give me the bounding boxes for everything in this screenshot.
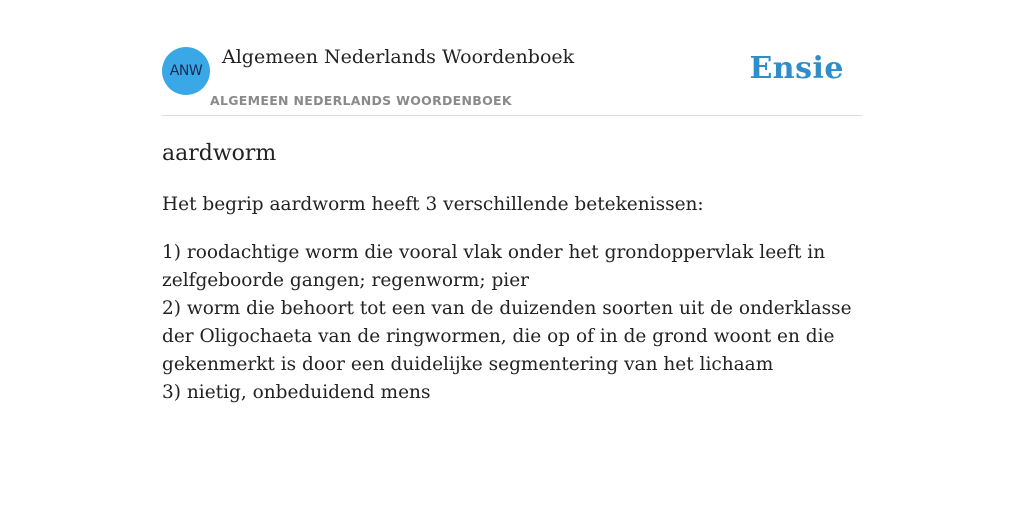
meaning-list bbox=[162, 239, 862, 407]
dictionary-title[interactable]: Algemeen Nederlands Woordenboek bbox=[222, 46, 575, 68]
entry-intro: Het begrip aardworm heeft 3 verschillende betekenissen: bbox=[162, 194, 704, 215]
dictionary-subtitle: ALGEMEEN NEDERLANDS WOORDENBOEK bbox=[210, 93, 512, 108]
ensie-logo[interactable]: Ensie bbox=[749, 51, 844, 86]
meaning-item: 2) worm die behoort tot een van de duizenden soorten uit de onderklasse der Oligochaeta van de ringwormen, die op of in de grond woont en die gekenmerkt is door een duidelijke segmentering van het lichaam bbox=[162, 298, 852, 375]
logo-text: ANW bbox=[169, 63, 203, 79]
page-header bbox=[162, 0, 862, 116]
meaning-item: 3) nietig, onbeduidend mens bbox=[162, 382, 431, 403]
entry-card bbox=[162, 0, 862, 403]
meaning-item: 1) roodachtige worm die vooral vlak onder het grondoppervlak leeft in zelfgeboorde gangen; regenworm; pier bbox=[162, 242, 826, 291]
entry-word: aardworm bbox=[162, 141, 277, 166]
anw-logo[interactable] bbox=[162, 47, 210, 95]
